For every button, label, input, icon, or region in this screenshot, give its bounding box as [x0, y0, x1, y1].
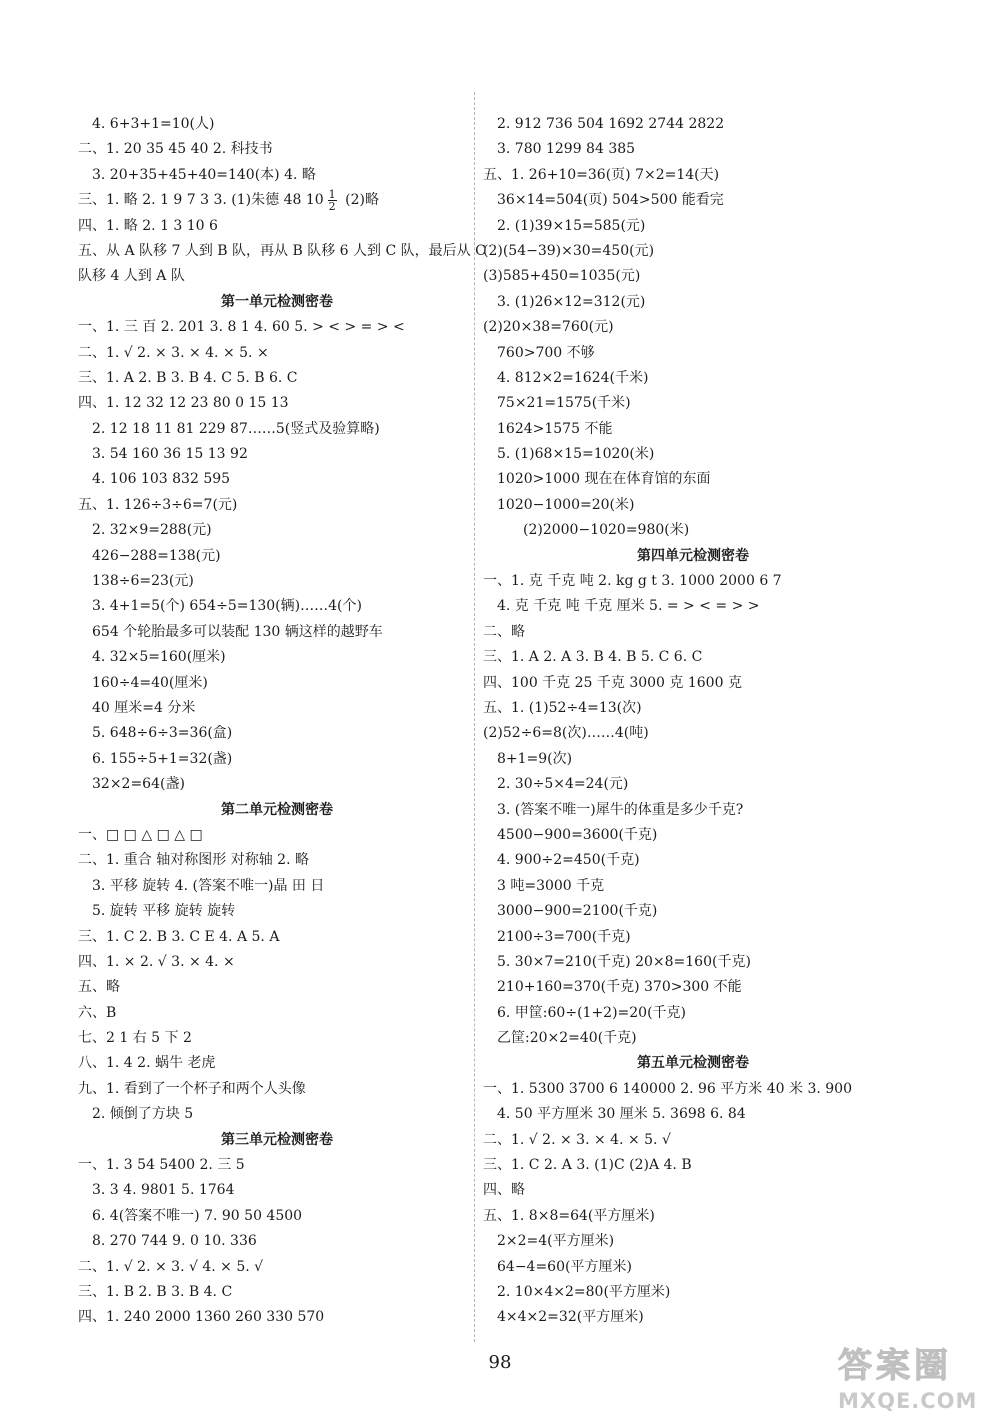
answer-text: 五、1. 8×8=64(平方厘米) [483, 1207, 655, 1224]
answer-text: 3. 平移 旋转 4. (答案不唯一)晶 田 日 [92, 877, 325, 894]
answer-line [78, 1026, 476, 1051]
answer-line [483, 366, 903, 391]
answer-line [483, 137, 903, 162]
answer-line [78, 163, 476, 188]
answer-text: 四、100 千克 25 千克 3000 克 1600 克 [483, 674, 742, 691]
answer-text: 4×4×2=32(平方厘米) [497, 1309, 644, 1326]
answer-text: 五、从 A 队移 7 人到 B 队，再从 B 队移 6 人到 C 队，最后从 C [78, 242, 486, 259]
answer-line [483, 467, 903, 492]
answer-text: 138÷6=23(元) [92, 573, 194, 590]
fraction-denominator: 2 [328, 199, 336, 213]
answer-line [78, 925, 476, 950]
answer-line [78, 823, 476, 848]
answer-text: 三、1. B 2. B 3. B 4. C [78, 1283, 233, 1300]
answer-text: 36×14=504(页) 504>500 能看完 [497, 192, 724, 209]
answer-text: 2. 12 18 11 81 229 87……5(竖式及验算略) [92, 420, 380, 437]
answer-line [483, 899, 903, 924]
answer-text: 五、1. 126÷3÷6=7(元) [78, 496, 238, 513]
answer-text: 654 个轮胎最多可以装配 130 辆这样的越野车 [92, 623, 383, 640]
answer-text: 3000−900=2100(千克) [497, 903, 658, 920]
answer-line [78, 1178, 476, 1203]
answer-text: 4. 900÷2=450(千克) [497, 852, 640, 869]
answer-text: 2. 10×4×2=80(平方厘米) [497, 1283, 671, 1300]
answer-text: 一、1. 5300 3700 6 140000 2. 96 平方米 40 米 3. 900 [483, 1080, 852, 1097]
answer-line [483, 163, 903, 188]
answer-line [78, 620, 476, 645]
answer-text: 8+1=9(次) [497, 750, 573, 767]
answer-text: 第四单元检测密卷 [637, 547, 749, 564]
answer-text: 五、1. (1)52÷4=13(次) [483, 699, 642, 716]
answer-line [483, 594, 903, 619]
answer-line [78, 467, 476, 492]
answer-text: 4. 克 千克 吨 千克 厘米 5. = > < = > > [497, 598, 760, 615]
answer-line [78, 188, 476, 213]
answer-line [78, 315, 476, 340]
answer-text: 一、1. 3 54 5400 2. 三 5 [78, 1157, 245, 1174]
answer-text: 四、1. 略 2. 1 3 10 6 [78, 217, 218, 234]
answer-line [483, 620, 903, 645]
answer-text: 二、1. 20 35 45 40 2. 科技书 [78, 141, 273, 158]
answer-text: 2. (1)39×15=585(元) [497, 217, 646, 234]
answer-line [483, 975, 903, 1000]
answer-line [78, 112, 476, 137]
answer-line [483, 925, 903, 950]
left-column [78, 112, 486, 1331]
answer-line [78, 975, 476, 1000]
answer-line [78, 1280, 476, 1305]
answer-line [483, 1001, 903, 1026]
answer-line [78, 493, 476, 518]
answer-line [483, 798, 903, 823]
answer-line [483, 264, 903, 289]
answer-text: 乙筐:20×2=40(千克) [497, 1030, 637, 1047]
answer-text: 第二单元检测密卷 [221, 801, 333, 818]
answer-line [483, 518, 903, 543]
answer-text: 6. 4(答案不唯一) 7. 90 50 4500 [92, 1207, 303, 1224]
answer-line [78, 1102, 476, 1127]
answer-text: 四、1. 240 2000 1360 260 330 570 [78, 1309, 325, 1326]
answer-text: 2. 倾倒了方块 5 [92, 1106, 194, 1123]
answer-line [483, 1204, 903, 1229]
answer-text: 3 吨=3000 千克 [497, 877, 605, 894]
answer-text: 210+160=370(千克) 370>300 不能 [497, 979, 742, 996]
answer-text: 6. 155÷5+1=32(盏) [92, 750, 233, 767]
answer-line [78, 239, 486, 264]
answer-line [78, 747, 476, 772]
answer-line [483, 1077, 903, 1102]
answer-text: 4500−900=3600(千克) [497, 826, 658, 843]
answer-text: 8. 270 744 9. 0 10. 336 [92, 1233, 257, 1250]
answer-text: (3)585+450=1035(元) [483, 268, 641, 285]
answer-line [78, 1051, 476, 1076]
answer-text: 二、1. √ 2. × 3. × 4. × 5. × [78, 344, 269, 361]
answer-text: 32×2=64(盏) [92, 776, 185, 793]
answer-line [483, 239, 903, 264]
answer-line [78, 1305, 476, 1330]
answer-line [78, 264, 476, 289]
answer-text: 6. 甲筐:60÷(1+2)=20(千克) [497, 1004, 687, 1021]
answer-line [483, 290, 903, 315]
answer-line [483, 442, 903, 467]
watermark-char: 案 [876, 1346, 912, 1386]
answer-line [483, 341, 903, 366]
answer-line [78, 645, 476, 670]
right-column [483, 112, 903, 1331]
answer-text: 一、1. 三 百 2. 201 3. 8 1 4. 60 5. > < > = > < [78, 319, 405, 336]
answer-line [483, 721, 903, 746]
answer-text: 1020−1000=20(米) [497, 496, 635, 513]
answer-text: 第一单元检测密卷 [221, 293, 333, 310]
answer-line [78, 341, 476, 366]
answer-line [483, 188, 903, 213]
fraction-numerator: 1 [328, 187, 336, 201]
answer-line [78, 950, 476, 975]
answer-text: (2)(54−39)×30=450(元) [483, 242, 655, 259]
answer-text: 二、1. √ 2. × 3. × 4. × 5. √ [483, 1131, 671, 1148]
answer-line [483, 696, 903, 721]
section-heading [483, 1051, 903, 1076]
answer-text: (2)20×38=760(元) [483, 319, 614, 336]
answer-text: 4. 6+3+1=10(人) [92, 116, 215, 132]
answer-text: 四、略 [483, 1182, 525, 1199]
answer-line [483, 214, 903, 239]
answer-line [483, 315, 903, 340]
answer-line [483, 1280, 903, 1305]
answer-text: 426−288=138(元) [92, 547, 221, 564]
answer-line [483, 950, 903, 975]
answer-text: 队移 4 人到 A 队 [78, 268, 185, 285]
answer-text: 第五单元检测密卷 [637, 1055, 749, 1072]
answer-line [483, 391, 903, 416]
answer-text: 5. 30×7=210(千克) 20×8=160(千克) [497, 953, 751, 970]
answer-text: 160÷4=40(厘米) [92, 674, 208, 691]
fraction [328, 189, 337, 212]
answer-text: 4. 106 103 832 595 [92, 471, 231, 488]
answer-text: 九、1. 看到了一个杯子和两个人头像 [78, 1080, 306, 1097]
answer-line [483, 823, 903, 848]
answer-line [78, 137, 476, 162]
answer-text: 四、1. × 2. √ 3. × 4. × [78, 953, 235, 970]
watermark-logo-chars [838, 1338, 998, 1387]
answer-text: 2. 912 736 504 1692 2744 2822 [497, 116, 725, 132]
answer-text: 40 厘米=4 分米 [92, 699, 196, 716]
answer-text: 2100÷3=700(千克) [497, 928, 631, 945]
answer-line [78, 848, 476, 873]
answer-text: 三、1. C 2. A 3. (1)C (2)A 4. B [483, 1157, 692, 1174]
answer-line [483, 874, 903, 899]
answer-text: 二、1. √ 2. × 3. √ 4. × 5. √ [78, 1258, 264, 1275]
answer-text: 5. 648÷6÷3=36(盒) [92, 725, 233, 742]
answer-text: (2)52÷6=8(次)……4(吨) [483, 725, 649, 742]
answer-line [78, 1204, 476, 1229]
answer-text: 七、2 1 右 5 下 2 [78, 1030, 192, 1047]
answer-text: 五、1. 26+10=36(页) 7×2=14(天) [483, 166, 720, 183]
answer-line [78, 1255, 476, 1280]
answer-line [78, 1153, 476, 1178]
answer-text: 三、1. A 2. B 3. B 4. C 5. B 6. C [78, 369, 298, 386]
answer-text: 四、1. 12 32 12 23 80 0 15 13 [78, 395, 289, 412]
answer-text: 75×21=1575(千米) [497, 395, 631, 412]
answer-text: 一、1. 克 千克 吨 2. kg g t 3. 1000 2000 6 7 [483, 573, 782, 590]
watermark-url: MXQE.COM [838, 1389, 978, 1413]
section-heading [78, 290, 476, 315]
answer-text: 第三单元检测密卷 [221, 1131, 333, 1148]
watermark-char: 圈 [914, 1346, 950, 1386]
answer-text: 3. 54 160 36 15 13 92 [92, 446, 248, 463]
answer-text: 1624>1575 不能 [497, 420, 613, 437]
answer-line [483, 1128, 903, 1153]
answer-text: 3. 780 1299 84 385 [497, 141, 636, 158]
answer-line [78, 874, 476, 899]
answer-text: 3. (答案不唯一)犀牛的体重是多少千克? [497, 801, 744, 818]
answer-line [483, 112, 903, 137]
answer-text: 5. (1)68×15=1020(米) [497, 446, 655, 463]
section-heading [483, 544, 903, 569]
answer-text: 二、1. 重合 轴对称图形 对称轴 2. 略 [78, 852, 309, 869]
answer-text: 三、1. C 2. B 3. C E 4. A 5. A [78, 928, 280, 945]
answer-line [78, 417, 476, 442]
answer-text: 4. 50 平方厘米 30 厘米 5. 3698 6. 84 [497, 1106, 746, 1123]
answer-text: 3. 20+35+45+40=140(本) 4. 略 [92, 166, 316, 183]
watermark-char: 答 [838, 1346, 874, 1386]
answer-text: 4. 32×5=160(厘米) [92, 649, 226, 666]
answer-line [78, 1229, 476, 1254]
answer-line [78, 366, 476, 391]
watermark-logo [838, 1338, 998, 1420]
answer-line [78, 594, 476, 619]
answer-line [78, 1001, 476, 1026]
answer-line [483, 569, 903, 594]
answer-line [78, 671, 476, 696]
answer-line [483, 1102, 903, 1127]
answer-line [483, 1255, 903, 1280]
answer-line [483, 772, 903, 797]
answer-line [78, 696, 476, 721]
answer-text: 三、1. A 2. A 3. B 4. B 5. C 6. C [483, 649, 703, 666]
answer-line [483, 848, 903, 873]
answer-line [78, 899, 476, 924]
answer-text: 2×2=4(平方厘米) [497, 1233, 615, 1250]
answer-text-tail: (2)略 [340, 192, 379, 209]
answer-line [483, 747, 903, 772]
answer-text: 三、1. 略 2. 1 9 7 3 3. (1)朱德 48 10 [78, 192, 324, 209]
answer-line [78, 569, 476, 594]
answer-line [78, 772, 476, 797]
answer-line [483, 645, 903, 670]
answer-text: 1020>1000 现在在体育馆的东面 [497, 471, 711, 488]
answer-text: 八、1. 4 2. 蜗牛 老虎 [78, 1055, 216, 1072]
answer-line [78, 544, 476, 569]
answer-line [483, 1153, 903, 1178]
answer-text: (2)2000−1020=980(米) [523, 522, 690, 539]
answer-line [78, 1077, 476, 1102]
answer-line [78, 721, 476, 746]
page-number: 98 [488, 1352, 512, 1373]
answer-text: 760>700 不够 [497, 344, 595, 361]
answer-text: 64−4=60(平方厘米) [497, 1258, 632, 1275]
answer-text: 4. 812×2=1624(千米) [497, 369, 649, 386]
answer-line [483, 493, 903, 518]
answer-line [483, 671, 903, 696]
answer-text: 5. 旋转 平移 旋转 旋转 [92, 903, 236, 920]
answer-line [483, 417, 903, 442]
answer-line [483, 1026, 903, 1051]
answer-text: 2. 30÷5×4=24(元) [497, 776, 629, 793]
answer-line [78, 442, 476, 467]
section-heading [78, 1128, 476, 1153]
answer-line [483, 1178, 903, 1203]
answer-line [483, 1229, 903, 1254]
answer-text: 3. 4+1=5(个) 654÷5=130(辆)……4(个) [92, 598, 362, 615]
answer-line [78, 518, 476, 543]
answer-line [78, 214, 476, 239]
answer-text: 3. (1)26×12=312(元) [497, 293, 646, 310]
answer-text: 六、B [78, 1004, 117, 1021]
answer-text: 3. 3 4. 9801 5. 1764 [92, 1182, 235, 1199]
answer-line [78, 391, 476, 416]
answer-text: 一、□ □ △ □ △ □ [78, 826, 203, 843]
section-heading [78, 798, 476, 823]
answer-text: 五、略 [78, 979, 120, 996]
answer-text: 2. 32×9=288(元) [92, 522, 212, 539]
answer-text: 二、略 [483, 623, 525, 640]
answer-line [483, 1305, 903, 1330]
